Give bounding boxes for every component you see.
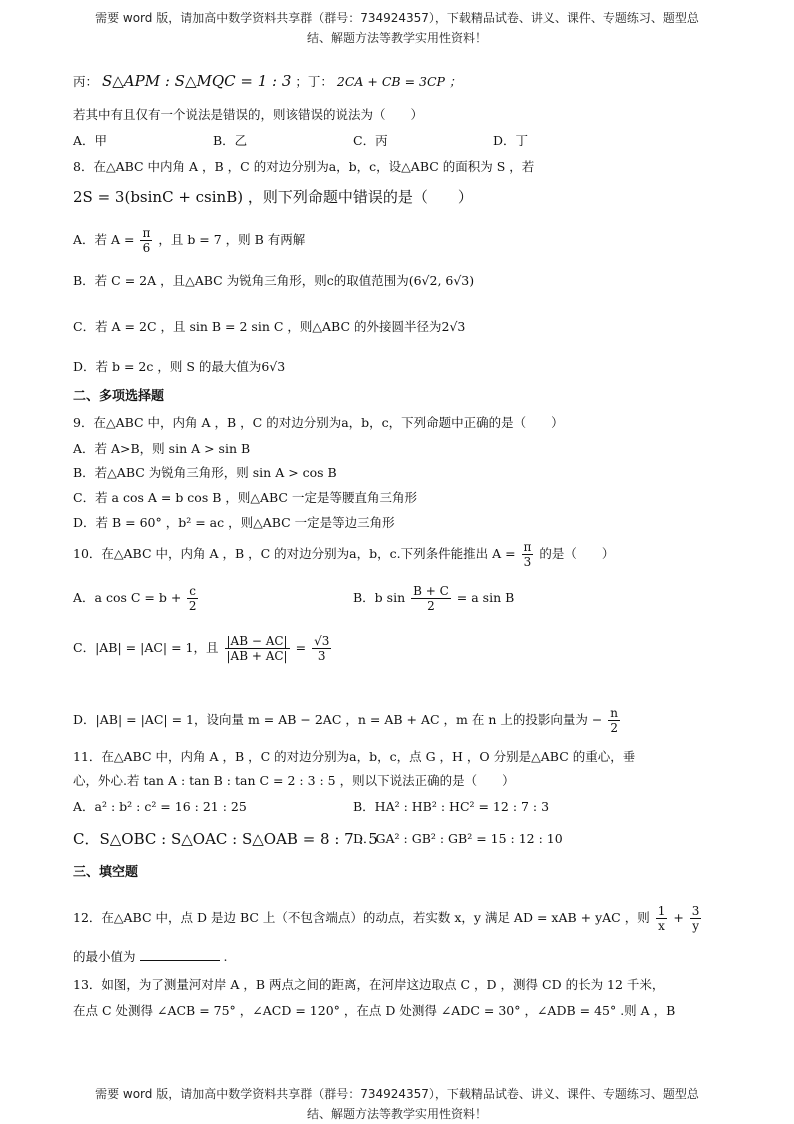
q8-option-a-fraction [140,226,152,255]
q10-option-c-equals: = [295,640,307,655]
q11-option-a: A．a² : b² : c² = 16 : 21 : 25 [73,799,247,814]
q12-fraction-2-numerator: 3 [691,904,700,918]
q10-option-d [73,706,733,735]
q12-fraction-2 [690,904,702,933]
q10-option-b-fraction-denominator: 2 [427,599,435,613]
q12-plus: + [673,910,684,925]
q12-answer-pre: 的最小值为 [73,949,136,964]
q7-statements [73,72,733,91]
q10-option-b-post: = a sin B [456,590,515,605]
q10-option-d-fraction [608,706,620,735]
q10-option-b-pre: B．b sin [353,590,406,605]
q11-row-ab [73,798,733,816]
q8-stem: 8．在△ABC 中内角 A ，B ，C 的对边分别为a，b，c，设△ABC 的面积为 S ，若 [73,159,535,174]
q10-option-b-fraction [411,584,451,613]
q9-option-a: A．若 A>B，则 sin A > sin B [73,441,251,456]
q9-option-b: B．若△ABC 为锐角三角形，则 sin A > cos B [73,465,337,480]
q7-d-label: ；丁： [295,74,333,89]
header-banner-line2: 结、解题方法等教学实用性资料！ [306,31,487,45]
q10-option-c-value [312,634,331,663]
q7-c-label: 丙： [73,74,99,89]
q10-option-c-fraction [225,634,290,663]
q7-options [73,132,733,150]
q10-stem-pre: 10．在△ABC 中，内角 A ，B ，C 的对边分别为a，b，c.下列条件能推出 A = [73,546,516,561]
q13-stem-line1: 13．如图，为了测量河对岸 A ，B 两点之间的距离，在河岸这边取点 C ，D ，测得 CD 的长为 12 千米， [73,977,665,992]
q11-stem-line2: 心，外心.若 tan A : tan B : tan C = 2 : 3 : 5 ，则以下说法正确的是（ ） [73,773,515,788]
q8-option-c: C．若 A = 2C ，且 sin B = 2 sin C ，则△ABC 的外接圆半径为2√3 [73,319,466,334]
q10-option-c [73,634,733,663]
q10-option-c-value-denominator: 3 [317,649,326,663]
q12-answer-blank[interactable] [140,948,220,961]
q8-condition: 2S = 3(bsinC + csinB) ，则下列命题中错误的是（ ） [73,188,473,206]
header-banner [60,8,734,48]
q8-option-b: B．若 C = 2A ，且△ABC 为锐角三角形，则c的取值范围为(6√2, 6√3) [73,273,475,288]
q8-option-a [73,226,733,255]
q11-stem-line1: 11．在△ABC 中，内角 A ，B ，C 的对边分别为a，b，c，点 G ，H ，O 分别是△ABC 的重心，垂 [73,749,636,764]
q7-option-b: B．乙 [213,133,248,148]
q12-fraction-1-numerator: 1 [657,904,666,918]
q10-option-c-value-numerator: √3 [314,634,330,648]
q9-option-d: D．若 B = 60° ，b² = ac ，则△ABC 一定是等边三角形 [73,515,395,530]
q10-stem [73,540,733,569]
q10-option-a-pre: A．a cos C = b + [73,590,182,605]
q10-stem-fraction [522,540,534,569]
q12-fraction-2-denominator: y [692,919,699,933]
q10-stem-post: 的是（ ） [539,546,615,561]
q10-option-a-fraction-numerator: c [189,584,197,598]
q9-option-c: C．若 a cos A = b cos B ，则△ABC 一定是等腰直角三角形 [73,490,417,505]
q10-option-c-fraction-denominator: |AB + AC| [226,649,288,663]
q8-option-d: D．若 b = 2c ，则 S 的最大值为6√3 [73,359,286,374]
q10-option-a-fraction-denominator: 2 [188,599,197,613]
header-banner-line1: 需要 word 版，请加高中数学资料共享群（群号：734924357），下载精品试卷、讲义、课件、专题练习、题型总 [95,11,699,25]
q10-option-d-fraction-denominator: 2 [610,721,618,735]
q10-option-a-fraction [187,584,198,613]
q7-prompt: 若其中有且仅有一个说法是错误的，则该错误的说法为（ ） [73,107,424,122]
q9-stem: 9．在△ABC 中，内角 A ，B ，C 的对边分别为a，b，c，下列命题中正确的是（ ） [73,415,564,430]
footer-banner [60,1084,734,1124]
q10-stem-fraction-numerator: π [523,540,532,554]
q10-option-b [353,584,514,613]
q8-option-a-fraction-denominator: 6 [142,241,151,255]
q11-option-b: B．HA² : HB² : HC² = 12 : 7 : 3 [353,799,550,814]
q8-option-a-fraction-numerator: π [142,226,151,240]
q7-option-c: C．丙 [353,133,388,148]
q10-option-d-pre: D．|AB| = |AC| = 1，设向量 m = AB − 2AC ，n = AB + AC ，m 在 n 上的投影向量为 − [73,712,603,727]
q10-option-c-fraction-numerator: |AB − AC| [226,634,288,648]
footer-banner-line2: 结、解题方法等教学实用性资料！ [306,1107,487,1121]
q12-fraction-1 [656,904,668,933]
q7-option-d: D．丁 [493,133,529,148]
q10-row-ab [73,584,733,613]
q12-fraction-1-denominator: x [658,919,665,933]
q8-option-a-pre: A．若 A = [73,232,135,247]
q12-answer-post: . [223,949,228,964]
q10-option-a [73,584,200,613]
q10-stem-fraction-denominator: 3 [523,555,532,569]
q12-answer-line [73,948,733,966]
section-fill-in-title: 三、填空题 [73,865,139,880]
q10-option-b-fraction-numerator: B + C [413,584,449,598]
q10-option-d-fraction-numerator: n [610,706,619,720]
footer-banner-line1: 需要 word 版，请加高中数学资料共享群（群号：734924357），下载精品试卷、讲义、课件、专题练习、题型总 [95,1087,699,1101]
q11-option-c: C．S△OBC : S△OAC : S△OAB = 8 : 7 : 5 [73,830,378,848]
q13-stem-line2: 在点 C 处测得 ∠ACB = 75° ，∠ACD = 120° ，在点 D 处测得 ∠ADC = 30° ，∠ADB = 45° .则 A ，B [73,1003,676,1018]
section-multiple-choice-title: 二、多项选择题 [73,389,165,404]
q12-stem-pre: 12．在△ABC 中，点 D 是边 BC 上（不包含端点）的动点，若实数 x，y 满足 AD = xAB + yAC ，则 [73,910,650,925]
q7-d-math: 2CA + CB = 3CP ； [336,74,462,89]
q8-option-a-post: ，且 b = 7 ，则 B 有两解 [158,232,306,247]
q12-stem [73,904,733,933]
q7-c-math: S△APM : S△MQC = 1 : 3 [102,72,292,90]
q11-option-d: D．GA² : GB² : GB² = 15 : 12 : 10 [353,831,563,846]
q7-option-a: A．甲 [73,133,108,148]
q11-row-cd [73,830,733,849]
q10-option-c-pre: C．|AB| = |AC| = 1，且 [73,640,219,655]
